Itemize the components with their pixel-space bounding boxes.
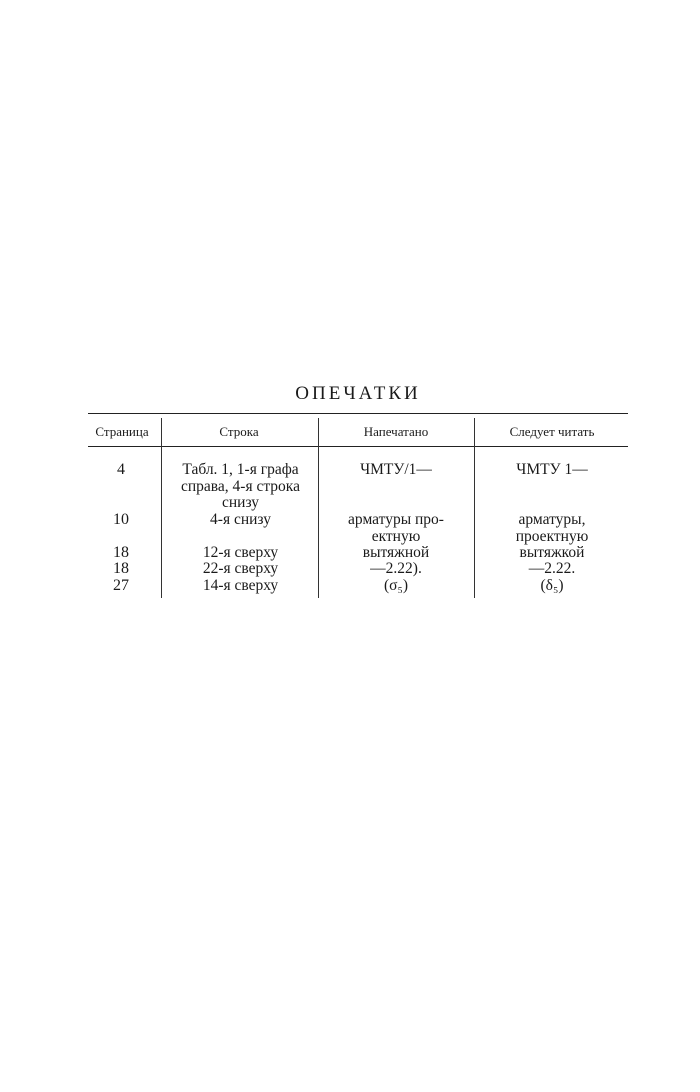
cell-line-text: справа, 4-я строка [181,477,300,495]
cell-printed: —2.22). [370,560,422,577]
header-printed: Напечатано [363,424,429,439]
cell-printed-text: ектную [371,527,421,545]
page-title: ОПЕЧАТКИ [295,383,421,404]
cell-line: 22-я сверху [202,560,279,577]
cell-printed: (σ₅) [383,577,409,594]
cell-should-read: ЧМТУ 1— [516,461,588,478]
cell-should-read: —2.22. [528,560,576,577]
cell-line: 14-я сверху [202,577,279,594]
cell-should-read: (δ₅) [540,577,564,594]
cell-line [163,462,318,512]
cell-should-read-text: арматуры, [518,511,586,528]
cell-page: 18 [113,560,129,577]
cell-page: 18 [113,544,129,561]
column-separator [474,418,475,598]
cell-line-text: Табл. 1, 1-я графа [182,461,299,478]
cell-printed: ЧМТУ/1— [360,461,432,478]
header-bottom-rule [88,446,628,447]
cell-should-read: вытяжкой [519,544,585,561]
column-separator [318,418,319,598]
cell-line: 12-я сверху [202,544,279,561]
header-should-read: Следует читать [509,424,595,439]
header-page: Страница [95,424,149,439]
cell-should-read-text: проектную [515,527,589,545]
column-separator [161,418,162,598]
cell-printed-text: арматуры про- [348,511,444,528]
cell-printed [320,512,472,545]
cell-printed: вытяжной [362,544,430,561]
cell-line: 4-я снизу [210,511,271,528]
cell-page: 27 [113,577,129,594]
cell-should-read [476,512,628,545]
cell-page: 10 [113,511,129,528]
cell-line-text: снизу [221,494,260,511]
table-top-rule [88,413,628,414]
cell-page: 4 [117,461,125,478]
header-line: Строка [219,424,259,439]
